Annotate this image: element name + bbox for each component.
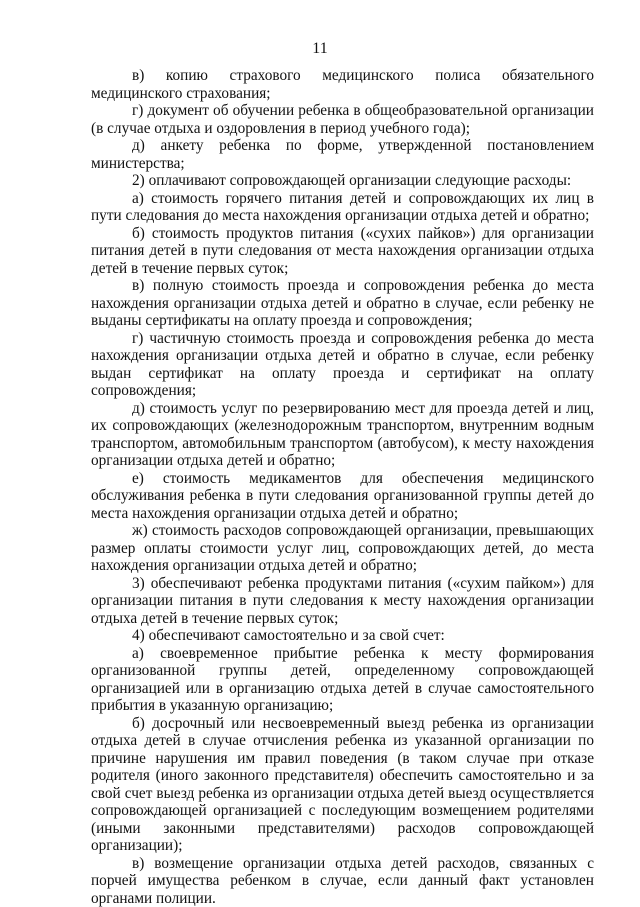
paragraph: 4) обеспечивают самостоятельно и за свой счет: (91, 627, 594, 645)
paragraph: б) досрочный или несвоевременный выезд ребенка из организации отдыха детей в случае отчисления ребенка из указанной организации по причине нарушения им правил поведения (в таком случае при отказе родителя (иного законного представителя) обеспечить самостоятельно и за свой счет выезд ребенка из организации отдыха детей выезд осуществляется сопровождающей организацией с последующим возмещением родителями (иными законными представителями) расходов сопровождающей организации); (91, 715, 594, 855)
paragraph: в) копию страхового медицинского полиса обязательного медицинского страхования; (91, 67, 594, 102)
paragraph: в) полную стоимость проезда и сопровождения ребенка до места нахождения организации отдыха детей и обратно в случае, если ребенку не выданы сертификаты на оплату проезда и сопровождения; (91, 277, 594, 330)
paragraph: в) возмещение организации отдыха детей расходов, связанных с порчей имущества ребенком в случае, если данный факт установлен органами полиции. (91, 855, 594, 907)
page-number: 11 (0, 40, 640, 58)
paragraph: д) анкету ребенка по форме, утвержденной постановлением министерства; (91, 137, 594, 172)
paragraph: д) стоимость услуг по резервированию мест для проезда детей и лиц, их сопровождающих (железнодорожным транспортом, внутренним водным транспортом, автомобильным транспортом (автобусом), к месту нахождения организации отдыха детей и обратно; (91, 400, 594, 470)
paragraph: г) частичную стоимость проезда и сопровождения ребенка до места нахождения организации отдыха детей и обратно в случае, если ребенку выдан сертификат на оплату проезда и сертификат на оплату сопровождения; (91, 330, 594, 400)
paragraph: ж) стоимость расходов сопровождающей организации, превышающих размер оплаты стоимости услуг лиц, сопровождающих детей, до места нахождения организации отдыха детей и обратно; (91, 522, 594, 575)
paragraph: е) стоимость медикаментов для обеспечения медицинского обслуживания ребенка в пути следования организованной группы детей до места нахождения организации отдыха детей и обратно; (91, 470, 594, 523)
paragraph: 2) оплачивают сопровождающей организации следующие расходы: (91, 172, 594, 190)
paragraph: 3) обеспечивают ребенка продуктами питания («сухим пайком») для организации питания в пути следования к месту нахождения организации отдыха детей в течение первых суток; (91, 575, 594, 628)
paragraph: а) своевременное прибытие ребенка к месту формирования организованной группы детей, определенному сопровождающей организацией или в организацию отдыха детей в случае самостоятельного прибытия в указанную организацию; (91, 645, 594, 715)
document-body (91, 67, 594, 907)
paragraph: а) стоимость горячего питания детей и сопровождающих их лиц в пути следования до места нахождения организации отдыха детей и обратно; (91, 190, 594, 225)
paragraph: г) документ об обучении ребенка в общеобразовательной организации (в случае отдыха и оздоровления в период учебного года); (91, 102, 594, 137)
paragraph: б) стоимость продуктов питания («сухих пайков») для организации питания детей в пути следования от места нахождения организации отдыха детей в течение первых суток; (91, 225, 594, 278)
